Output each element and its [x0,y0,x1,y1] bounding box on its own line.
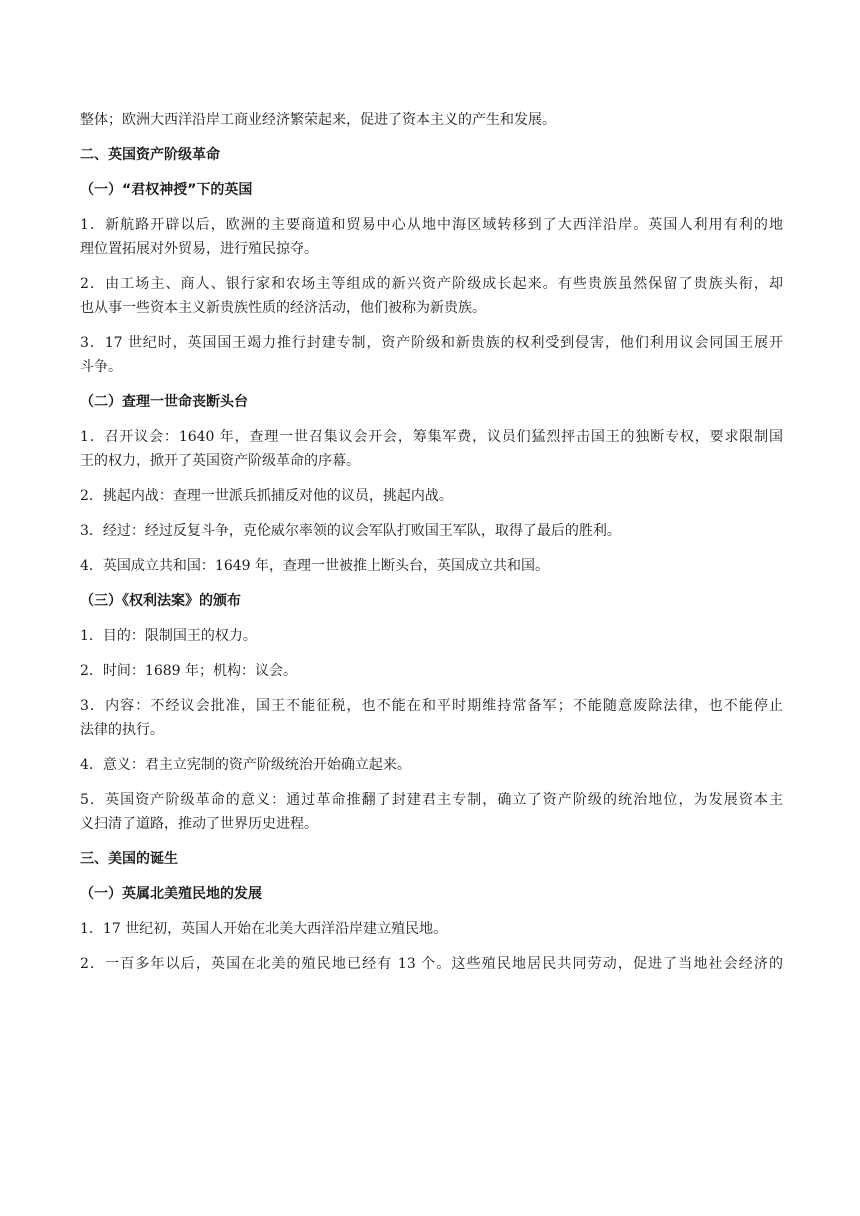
paragraph [80,272,783,320]
paragraph: 1．17 世纪初，英国人开始在北美大西洋沿岸建立殖民地。 [80,921,448,937]
paragraph-line: 2．由工场主、商人、银行家和农场主等组成的新兴资产阶级成长起来。有些贵族虽然保留了贵族头衔，却 [80,276,783,292]
section-heading: （三）《权利法案》的颁布 [80,593,241,609]
section-heading: 二、英国资产阶级革命 [80,147,220,163]
paragraph: 2．时间：1689 年；机构：议会。 [80,663,297,679]
paragraph-line: 5．英国资产阶级革命的意义：通过革命推翻了封建君主专制，确立了资产阶级的统治地位，为发展资本主 [80,792,783,808]
paragraph-line: 3．内容：不经议会批准，国王不能征税，也不能在和平时期维持常备军；不能随意废除法律，也不能停止 [80,698,783,714]
paragraph-line: 义扫清了道路，推动了世界历史进程。 [80,816,318,832]
paragraph: 4．意义：君主立宪制的资产阶级统治开始确立起来。 [80,757,411,773]
section-heading: （一）英属北美殖民地的发展 [80,886,262,902]
paragraph-line: 也从事一些资本主义新贵族性质的经济活动，他们被称为新贵族。 [80,300,486,316]
paragraph: 3．经过：经过反复斗争，克伦威尔率领的议会军队打败国王军队，取得了最后的胜利。 [80,523,621,539]
paragraph-line: 1．新航路开辟以后，欧洲的主要商道和贸易中心从地中海区域转移到了大西洋沿岸。英国人利用有利的地 [80,217,783,233]
paragraph [80,788,783,836]
paragraph [80,331,783,379]
document-body [80,108,783,987]
section-heading: （一）“君权神授”下的英国 [80,182,253,198]
paragraph-line: 3．17 世纪时，英国国王竭力推行封建专制，资产阶级和新贵族的权利受到侵害，他们利用议会同国王展开 [80,335,783,351]
paragraph-line: 1．召开议会：1640 年，查理一世召集议会开会，筹集军费，议员们猛烈抨击国王的独断专权，要求限制国 [80,429,783,445]
paragraph [80,425,783,473]
paragraph: 2．挑起内战：查理一世派兵抓捕反对他的议员，挑起内战。 [80,488,453,504]
paragraph: 2．一百多年以后，英国在北美的殖民地已经有 13 个。这些殖民地居民共同劳动，促进了当地社会经济的 [80,956,783,972]
paragraph: 1．目的：限制国王的权力。 [80,628,257,644]
paragraph [80,213,783,261]
paragraph-line: 王的权力，掀开了英国资产阶级革命的序幕。 [80,453,360,469]
paragraph-line: 理位置拓展对外贸易，进行殖民掠夺。 [80,241,318,257]
paragraph: 4．英国成立共和国：1649 年，查理一世被推上断头台，英国成立共和国。 [80,558,549,574]
paragraph-line: 斗争。 [80,359,122,375]
paragraph: 整体；欧洲大西洋沿岸工商业经济繁荣起来，促进了资本主义的产生和发展。 [80,112,556,128]
paragraph-line: 法律的执行。 [80,722,164,738]
paragraph [80,694,783,742]
section-heading: （二）查理一世命丧断头台 [80,394,248,410]
section-heading: 三、美国的诞生 [80,851,178,867]
